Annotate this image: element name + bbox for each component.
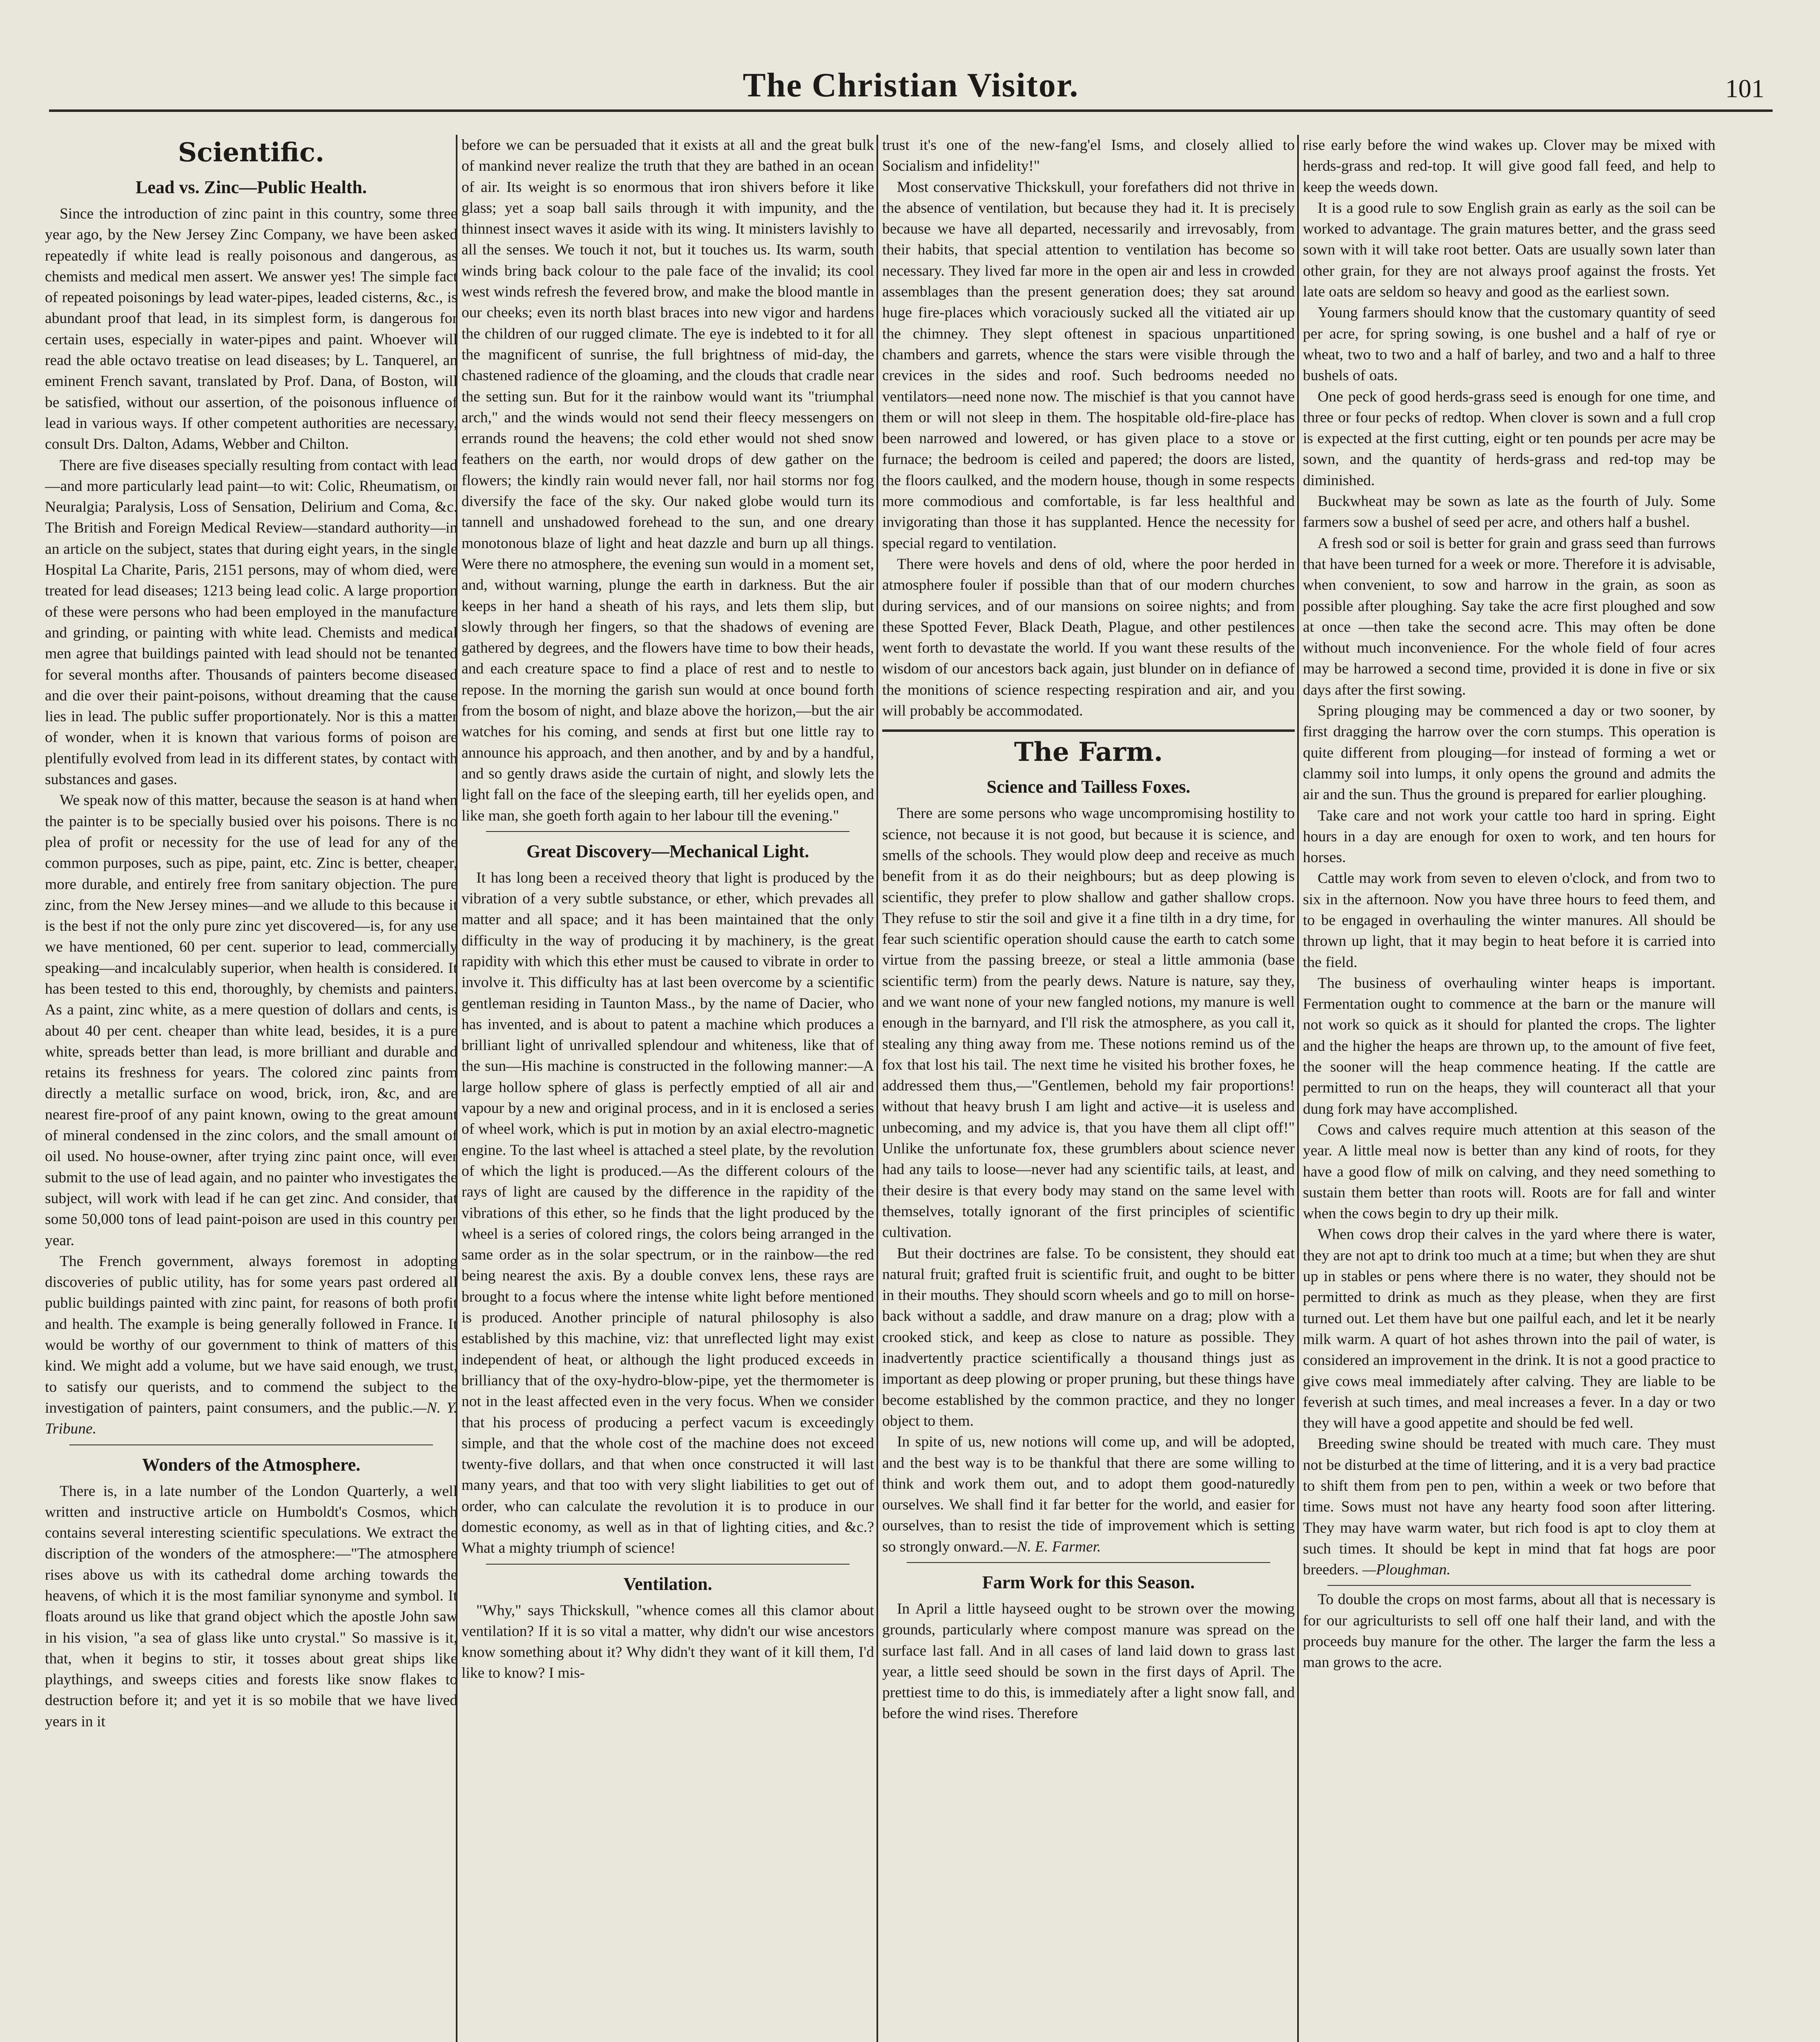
- paragraph: before we can be persuaded that it exists at all and the great bulk of mankind never realize the truth that they are bathed in an ocean of air. Its weight is so enormous that iron shivers before it like glass; yet a soap ball sails through it with impunity, and the thinnest insect waves it aside with its wing. It ministers lavishly to all the senses. We touch it not, but it touches us. Its warm, south winds bring back colour to the pale face of the invalid; its cool west winds refresh the fevered brow, and make the blood mantle in our cheeks; even its north blast braces into new vigor and hardens the children of our rugged climate. The eye is indebted to it for all the magnificent of sunrise, the full brightness of mid-day, the chastened radience of the gloaming, and the clouds that cradle near the setting sun. But for it the rainbow would want its "triumphal arch," and the winds would not send their fleecy messengers on errands round the heavens; the cold ether would not shed snow feathers on the earth, nor would drops of dew gather on the flowers; the kindly rain would never fall, nor hail storms nor fog diversify the face of the sky. Our naked globe would turn its tannell and unshadowed forehead to the sun, and one dreary monotonous blaze of light and heat dazzle and burn up all things. Were there no atmosphere, the evening sun would in a moment set, and, without warning, plunge the earth in darkness. But the air keeps in her hand a sheath of his rays, and lets them slip, but slowly through her fingers, so that the shadows of evening are gathered by degrees, and the flowers have time to bow their heads, and each creature space to find a place of rest and to nestle to repose. In the morning the garish sun would at once bound forth from the bosom of night, and blaze above the horizon,—but the air watches for his coming, and sends at first but one little ray to announce his approach, and then another, and by and by a handful, and so gently draws aside the curtain of night, and slowly lets the light fall on the face of the sleeping earth, till her eyelids open, and like man, she goeth forth again to her labour till the evening.": [462, 137, 874, 824]
- paragraph: Since the introduction of zinc paint in this country, some three year ago, by the New Jersey Zinc Company, we have been asked repeatedly if white lead is really poisonous and dangerous, as chemists and medical men assert. We answer yes! The simple fact of repeated poisonings by lead water-pipes, leaded cisterns, &c., is abundant proof that lead, in its simplest form, is dangerous for certain uses, especially in water-pipes and paint. Whoever will read the able octavo treatise on lead diseases; by L. Tanquerel, an eminent French savant, translated by Prof. Dana, of Boston, will be satisfied, without our assertion, of the poisonous influence of lead in various ways. If other competent authorities are necessary, consult Drs. Dalton, Adams, Webber and Chilton.: [45, 205, 457, 453]
- article-title-mechanical-light: Great Discovery—Mechanical Light.: [526, 841, 810, 861]
- paragraph: To double the crops on most farms, about all that is necessary is for our agriculturists to sell off one half their land, and with the proceeds buy manure for the other. The larger the farm the less a man grows to the acre.: [1303, 1591, 1715, 1671]
- paragraph: Cattle may work from seven to eleven o'clock, and from two to six in the afternoon. Now you have three hours to feed them, and to be engaged in overhauling the winter manures. All should be thrown up light, that it may begin to heat before it is carried into the field.: [1303, 870, 1715, 971]
- paragraph-text: In spite of us, new notions will come up, and will be adopted, and the best way is to be thankful that there are some willing to think and work them out, and to adopt them good-naturedly ourselves. We shall find it far better for the world, and easier for ourselves, than to resist the tide of improvement which is setting so strongly onward.: [882, 1433, 1295, 1555]
- column-3: [882, 135, 1295, 2042]
- column-1: [45, 135, 457, 2042]
- article-rule: [486, 1564, 850, 1565]
- paragraph: We speak now of this matter, because the season is at hand when the painter is to be specially busied over his poisons. There is no plea of profit or necessity for the use of lead for any of the common purposes, such as pipe, paint, etc. Zinc is better, cheaper, more durable, and entirely free from sanitary objection. The pure zinc, from the New Jersey mines—and we allude to this because it is the best if not the only pure zinc yet discovered—is, for any use we have mentioned, 60 per cent. superior to lead, commercially speaking—and incalculably superior, when health is considered. It has been tested to this end, thoroughly, by chemists and painters. As a paint, zinc white, as a mere question of dollars and cents, is about 40 per cent. cheaper than white lead, besides, it is a pure white, spreads better than lead, is more brilliant and durable and retains its freshness for years. The colored zinc paints from directly a metallic surface on wood, brick, iron, &c, and are nearest fire-proof of any paint known, owing to the great amount of mineral condensed in the zinc colors, and the small amount of oil used. No house-owner, after trying zinc paint once, will ever submit to the use of lead again, and no painter who investigates the subject, will work with lead if he can get zinc. And consider, that some 50,000 tons of lead paint-poison are used in this country per year.: [45, 792, 457, 1249]
- column-divider: [1297, 135, 1299, 2042]
- paragraph: trust it's one of the new-fang'el Isms, and closely allied to Socialism and infidelity!": [882, 137, 1295, 175]
- section-heading-scientific: Scientific.: [178, 137, 325, 168]
- paragraph: [45, 1251, 457, 1440]
- paragraph: A fresh sod or soil is better for grain and grass seed than furrows that have been turned for a week or more. Therefore it is advisable, when convenient, to sow and harrow in the grain, as soon as possible after ploughing. Say take the acre first ploughed and sow at once —then take the second acre. This may often be done without much inconvenience. For the whole field of four acres may be harrowed a second time, provided it is done in five or six days after the first sowing.: [1303, 535, 1715, 698]
- page-number: 101: [1725, 74, 1764, 103]
- paragraph: The business of overhauling winter heaps is important. Fermentation ought to commence at the barn or the manure will not work so quick as it should for planted the crops. The lighter and the higher the heaps are thrown up, to the amount of five feet, the sooner will the heap commence heating. If the cattle are permitted to run on the heaps, they will counteract all that your dung fork may have accomplished.: [1303, 974, 1715, 1117]
- masthead: [49, 61, 1773, 118]
- article-rule: [907, 1562, 1270, 1563]
- paragraph-text: Breeding swine should be treated with much care. They must not be disturbed at the time of littering, and it is a very bad practice to shift them from pen to pen, within a week or two before that time. Sows must not have any hearty food soon after littering. They may have warm water, but rich food is apt to cloy them at such times. It should be kept in mind that fat hogs are poor breeders.: [1303, 1436, 1715, 1578]
- paragraph: It has long been a received theory that light is produced by the vibration of a very subtle substance, or ether, which prevades all matter and all space; and it has been maintained that the only difficulty in the way of producing it by machinery, is the great rapidity with which this ether must be caused to vibrate in order to involve it. This difficulty has at last been overcome by a scientific gentleman residing in Taunton Mass., by the name of Dacier, who has invented, and is about to patent a machine which produces a brilliant light of unrivalled splendour and whiteness, like that of the sun—His machine is constructed in the following manner:—A large hollow sphere of glass is perfectly emptied of all air and vapour by a new and original process, and in it is enclosed a series of wheel work, which is put in motion by an axial electro-magnetic engine. To the last wheel is attached a steel plate, by the revolution of which the light is produced.—As the different colours of the rays of light are caused by the difference in the rapidity of the vibrations of this ether, so he finds that the light produced by the wheel is a series of colored rings, the colors being arranged in the same order as in the solar spectrum, or in the rainbow—the red being nearest the axis. By a double convex lens, these rays are brought to a focus where the intense white light before mentioned is produced. Another principle of natural philosophy is also established by this machine, viz: that unreflected light may exist independent of heat, or although the light produced exceeds in brilliancy that of the oxy-hydro-blow-pipe, yet the thermometer is not in the least affected even in the very focus. When we consider that his process of producing a perfect vacum is exceedingly simple, and that the whole cost of the machine does not exceed twenty-five dollars, and that when once constructed it will last many years, and that too with very slight liabilities to get out of order, who can calculate the revolution it is to produce in our domestic economy, as well as in that of lighting cities, and &c.? What a mighty triumph of science!: [462, 869, 874, 1557]
- paragraph: One peck of good herds-grass seed is enough for one time, and three or four pecks of redtop. When clover is sown and a full crop is expected at the first cutting, eight or ten pounds per acre may be sown, and the quantity of herds-grass and red-top may be diminished.: [1303, 388, 1715, 489]
- paragraph: Most conservative Thickskull, your forefathers did not thrive in the absence of ventilation, but because they had it. It is precisely because we have all departed, necessarily and irrevosably, from their habits, that special attention to ventilation has become so necessary. They lived far more in the open air and less in crowded assemblages than the present generation does; they sat around huge fire-places which voraciously sucked all the vitiated air up the chimney. They slept oftenest in spacious unpartitioned chambers and garrets, whence the stars were visible through the crevices in the sides and roof. Such bedrooms needed no ventilators—need none now. The mischief is that you cannot have them or will not sleep in them. The hospitable old-fire-place has been narrowed and lowered, or has given place to a stove or furnace; the bedroom is ceiled and papered; the doors are listed, the floors caulked, and the modern house, though in some respects more commodious and comfortable, is far less healthful and invigorating than those it has supplanted. Hence the necessity for special regard to ventilation.: [882, 178, 1295, 552]
- article-title-ventilation: Ventilation.: [623, 1574, 712, 1594]
- paragraph: Cows and calves require much attention at this season of the year. A little meal now is better than any kind of roots, for they have a good flow of milk on calving, and they need something to sustain them better than roots will. Roots are for fall and winter when the cows begin to dry up their milk.: [1303, 1121, 1715, 1222]
- article-rule: [486, 831, 850, 832]
- paragraph: Buckwheat may be sown as late as the fourth of July. Some farmers sow a bushel of seed per acre, and others half a bushel.: [1303, 493, 1715, 531]
- article-title-tailless-foxes: Science and Tailless Foxes.: [986, 777, 1191, 797]
- paragraph: When cows drop their calves in the yard where there is water, they are not apt to drink too much at a time; but when they are shut up in stables or pens where there is no water, they should not be permitted to drink as much as they please, when they are first turned out. Let them have but one pailful each, and let it be nearly milk warm. A quart of hot ashes thrown into the pail of water, is considered an improvement in the drink. It is not a good practice to give cows meal immediately after calving. They are liable to be feverish at such times, and meal increases a fever. In a day or two they will have a good appetite and should be fed well.: [1303, 1226, 1715, 1432]
- section-rule: [882, 729, 1295, 732]
- column-4: [1303, 135, 1715, 2042]
- paragraph: [882, 1431, 1295, 1557]
- article-rule: [1327, 1585, 1691, 1586]
- article-title-lead-vs-zinc: Lead vs. Zinc—Public Health.: [136, 177, 367, 197]
- paragraph: There are some persons who wage uncompromising hostility to science, not because it is not good, but because it is science, and smells of the schools. They would plow deep and receive as much benefit from it as do their neighbours; but as deep plowing is scientific, they prefer to plow shallow and gather shallow crops. They refuse to stir the soil and give it a fine tilth in a dry time, for fear such scientific operation should cause the earth to catch some virtue from the passing breeze, or steal a little ammonia (base scientific term) from the pearly dews. Nature is nature, say they, and we want none of your new fangled notions, my manure is well enough in the barnyard, and I'll risk the atmosphere, as you call it, stealing any thing away from me. These notions remind us of the fox that lost his tail. The next time he visited his brother foxes, he addressed them thus,—"Gentlemen, behold my fair proportions! without that heavy brush I am light and active—it is useless and unbecoming, and my advice is, that you have them all clipt off!" Unlike the unfortunate fox, these grumblers about science never had any tails to loose—never had any scientific tails, at least, and their desire is that every body may stand on the same level with themselves, totally ignorant of the first principles of scientific cultivation.: [882, 805, 1295, 1241]
- paragraph: rise early before the wind wakes up. Clover may be mixed with herds-grass and red-top. It will give good fall feed, and help to keep the weeds down.: [1303, 137, 1715, 196]
- article-source: —Ploughman.: [1362, 1561, 1451, 1578]
- paragraph: It is a good rule to sow English grain as early as the soil can be worked to advantage. The grain matures better, and the grass seed sown with it will take root better. Oats are usually sown later than other grain, for they are not always proof against the frosts. Yet late oats are seldom so heavy and good as the earliest sown.: [1303, 199, 1715, 301]
- paragraph: There were hovels and dens of old, where the poor herded in atmosphere fouler if possible than that of our modern churches during services, and of our mansions on soiree nights; and from these Spotted Fever, Black Death, Plague, and other pestilences went forth to devastate the world. If you want these results of the wisdom of our ancestors back again, just blunder on in defiance of the monitions of science respecting respiration and air, and you will probably be accommodated.: [882, 555, 1295, 720]
- paragraph: But their doctrines are false. To be consistent, they should eat natural fruit; grafted fruit is scientific fruit, and ought to be bitter in their mouths. They should scorn wheels and go to mill on horse-back without a saddle, and draw manure on a drag; plow with a crooked stick, and keep as close to nature as possible. They inadvertently practice scientifically a thousand things just as important as deep plowing or proper pruning, but these things have become established by the common practice, and they no longer object to them.: [882, 1245, 1295, 1429]
- paragraph: There is, in a late number of the London Quarterly, a well written and instructive article on Humboldt's Cosmos, which contains several interesting scientific speculations. We extract the discription of the wonders of the atmosphere:—"The atmosphere rises above us with its cathedral dome arching towards the heavens, of which it is the most familiar synonyme and symbol. It floats around us like that grand object which the apostle John saw in his vision, "a sea of glass like unto crystal." So massive is it, that, when it begins to stir, it tosses about great ships like playthings, and sweeps cities and forests like snow flakes to destruction before it; and yet it is so mobile that we have lived years in it: [45, 1482, 457, 1730]
- article-title-wonders-atmosphere: Wonders of the Atmosphere.: [142, 1454, 361, 1475]
- newspaper-title: The Christian Visitor.: [743, 66, 1079, 104]
- paragraph: [1303, 1433, 1715, 1580]
- paragraph: There are five diseases specially resulting from contact with lead—and more particularly lead paint—to wit: Colic, Rheumatism, or Neuralgia; Paralysis, Loss of Sensation, Delirium and Coma, &c. The British and Foreign Medical Review—standard authority—in an article on the subject, states that during eight years, in the single Hospital La Charite, Paris, 2151 persons, may of whom died, were treated for lead diseases; 1213 being lead colic. A large proportion of these were persons who had been employed in the manufacture and grinding, or painting with white lead. Chemists and medical men agree that buildings painted with lead should not be tenanted for several months after. Thousands of painters become diseased and die over their paint-poisons, without dreaming that the cause lies in lead. The public suffer proportionately. Nor is this a matter of wonder, when it is known that various forms of poison are plentifully evolved from lead in its different states, by contact with substances and gases.: [45, 457, 457, 788]
- column-2: [462, 135, 874, 2042]
- column-divider: [877, 135, 878, 2042]
- article-title-farm-work: Farm Work for this Season.: [982, 1572, 1195, 1592]
- paragraph: Spring plouging may be commenced a day or two sooner, by first dragging the harrow over the corn stumps. This operation is quite different from plouging—for instead of forming a wet or clammy soil into lumps, it only opens the ground and admits the air and the sun. Thus the ground is prepared for earlier ploughing.: [1303, 702, 1715, 803]
- header-rule: [49, 109, 1773, 112]
- paragraph: Young farmers should know that the customary quantity of seed per acre, for spring sowing, is one bushel and a half of rye or wheat, two to two and a half of barley, and two and a half to three bushels of oats.: [1303, 304, 1715, 384]
- paragraph: "Why," says Thickskull, "whence comes all this clamor about ventilation? If it is so vital a matter, why didn't our wise ancestors know something about it? Why didn't they want of it kill them, I'd like to know? I mis-: [462, 1602, 874, 1682]
- paragraph: In April a little hayseed ought to be strown over the mowing grounds, particularly where compost manure was spread on the surface last fall. And in all cases of land laid down to grass last year, a little seed should be sown in the first days of April. The prettiest time to do this, is immediately after a light snow fall, and before the wind rises. Therefore: [882, 1601, 1295, 1722]
- article-source: —N. Y. Tribune.: [45, 1399, 457, 1438]
- section-heading-farm: The Farm.: [1014, 737, 1163, 768]
- article-source: —N. E. Farmer.: [1003, 1538, 1101, 1555]
- paragraph: Take care and not work your cattle too hard in spring. Eight hours in a day are enough for oxen to work, and ten hours for horses.: [1303, 807, 1715, 866]
- paragraph-text: The French government, always foremost in adopting discoveries of public utility, has for some years past ordered all public buildings painted with zinc paint, for reasons of both profit and health. The example is being generally followed in France. It would be worthy of our government to think of matters of this kind. We might add a volume, but we have said enough, we trust, to satisfy our querists, and to commend the subject to the investigation of painters, paint consumers, and the public.: [45, 1253, 457, 1416]
